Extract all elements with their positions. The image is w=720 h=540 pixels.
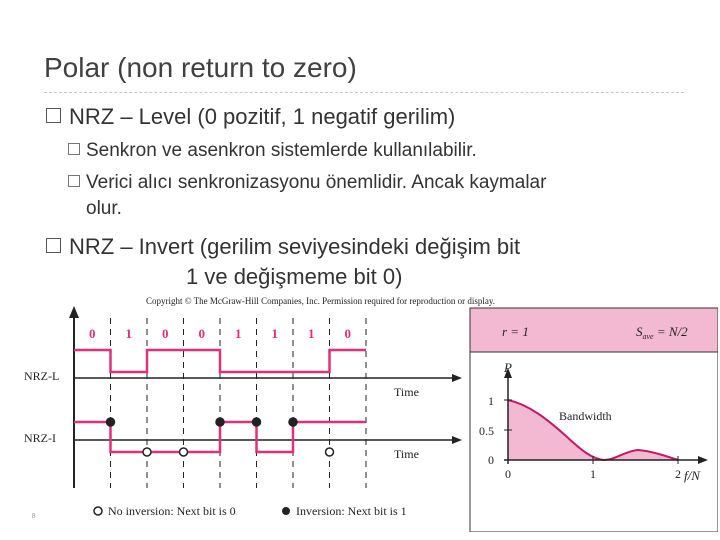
right-arrow-icon [452,374,462,382]
bit-label: 0 [198,326,205,341]
bit-dividers [111,318,367,488]
bullet-box-icon [46,108,61,123]
legend-open-text: No inversion: Next bit is 0 [108,504,236,518]
sub-bullet-receiver [68,172,546,194]
spectrum-panel [470,308,718,532]
bandwidth-label: Bandwidth [559,409,612,423]
y-tick-1: 1 [488,394,494,408]
bullet-text: NRZ – Invert (gerilim seviyesindeki değişim bit [69,234,521,259]
legend [32,504,407,520]
slide-title: Polar (non return to zero) [44,52,357,83]
y-tick-0: 0 [488,453,494,467]
bit-label: 1 [271,326,278,341]
inversion-marker [253,418,261,426]
bullet-text: NRZ – Level (0 pozitif, 1 negatif gerilim) [69,104,456,129]
bit-label: 0 [344,326,351,341]
x-tick-1: 1 [590,467,596,481]
r-label: r = 1 [502,324,529,339]
x-tick-0: 0 [505,467,511,481]
no-inversion-marker [143,448,151,456]
bit-label: 1 [308,326,315,341]
bullet-nrz-invert [46,234,520,260]
bullet-box-icon [46,238,61,253]
y-axis-label: P [504,360,512,375]
inversion-marker [216,418,224,426]
sub-bullet-sync [68,140,477,162]
sub-bullet-text: Verici alıcı senkronizasyonu önemlidir. Ancak kaymalar [86,172,547,193]
time-label-l: Time [394,385,419,399]
time-label-i: Time [394,447,419,461]
bullet-continuation: 1 ve değişmeme bit 0) [186,264,403,289]
filled-circle-icon [282,507,290,515]
s-ave-label: $S_{ave} = N/2$ [636,324,688,341]
right-arrow-icon [452,436,462,444]
y-tick-05: 0.5 [479,424,494,438]
nrz-l-label: NRZ-L [24,369,60,383]
open-circle-icon [94,507,102,515]
x-axis-label: f/N [684,468,700,483]
inversion-marker [289,418,297,426]
no-inversion-marker [326,448,334,456]
sub-bullet-continuation: olur. [86,198,122,219]
inversion-marker [107,418,115,426]
no-inversion-marker [180,448,188,456]
nrz-figure [18,292,718,532]
bit-label: 1 [235,326,242,341]
nrz-i-label: NRZ-I [24,431,56,445]
up-arrow-icon [69,306,79,318]
x-tick-2: 2 [675,467,681,481]
bullet-nrz-level [46,104,455,130]
page-number: 8 [32,512,36,520]
legend-filled-text: Inversion: Next bit is 1 [296,504,407,518]
sub-bullet-box-icon [68,175,80,187]
sub-bullet-box-icon [68,143,80,155]
bit-label: 0 [162,326,169,341]
title-divider [44,92,684,93]
bit-label: 0 [89,326,96,341]
sub-bullet-text: Senkron ve asenkron sistemlerde kullanılabilir. [86,140,477,161]
copyright-text: Copyright © The McGraw-Hill Companies, Inc. Permission required for reproduction or display. [146,296,496,306]
bit-label: 1 [125,326,132,341]
nrz-l-signal [74,350,366,372]
